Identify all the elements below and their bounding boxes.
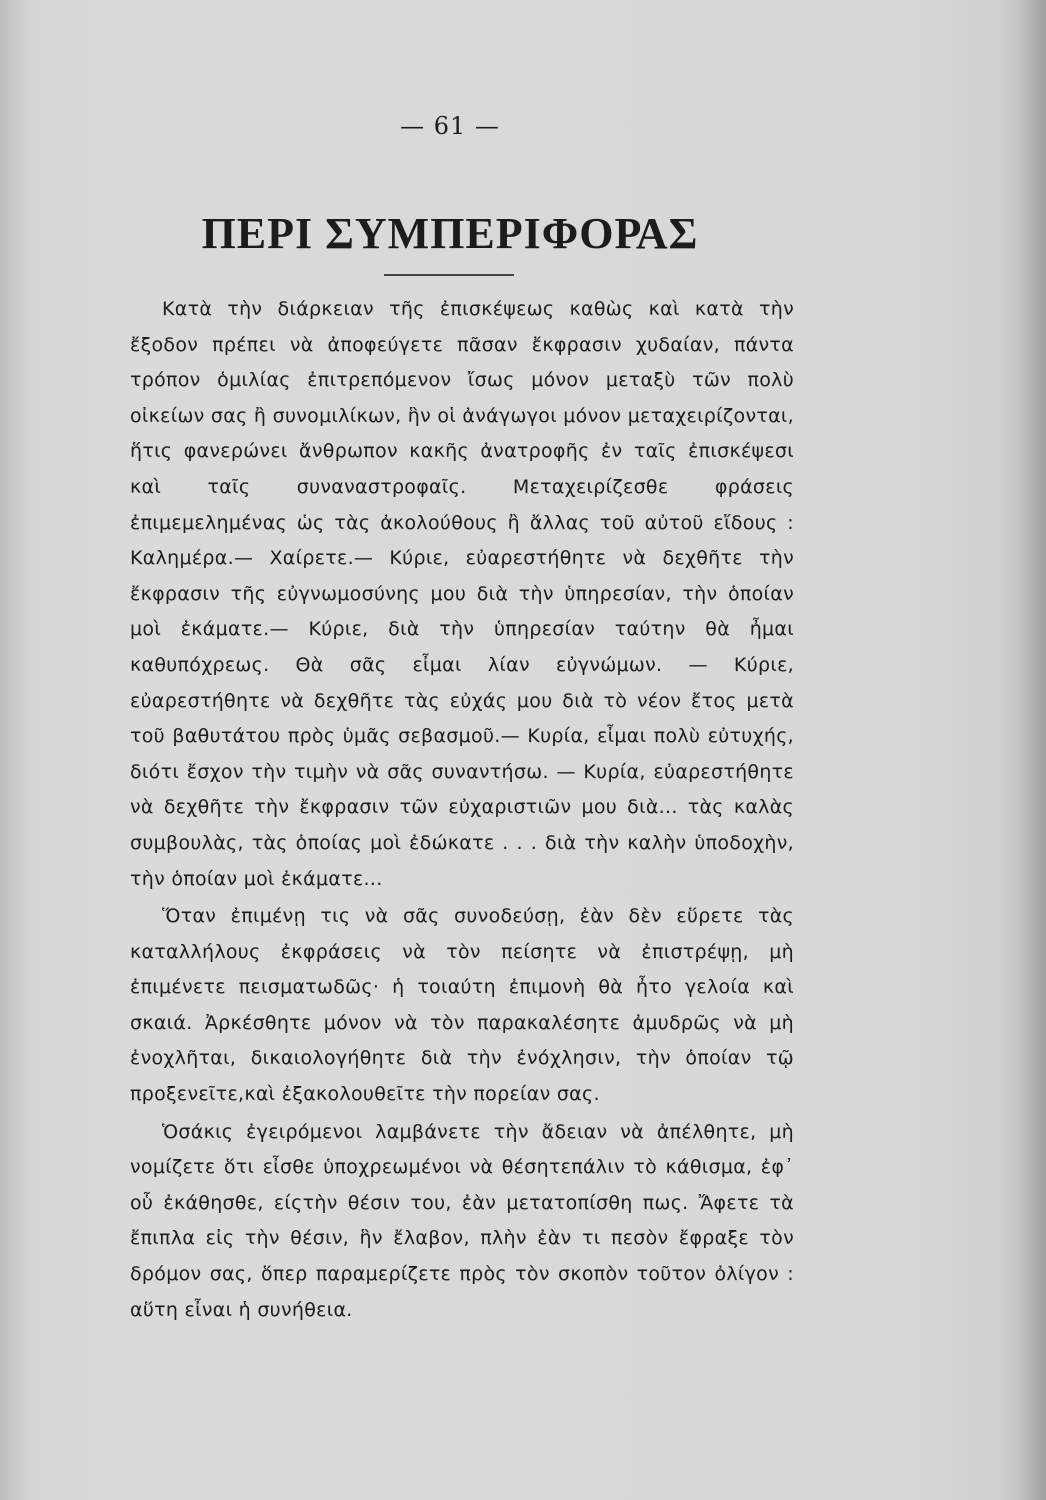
paragraph-1: Κατὰ τὴν διάρκειαν τῆς ἐπισκέψεως καθὼς καὶ κατὰ τὴν ἔξοδον πρέπει νὰ ἀποφεύγετε πᾶσαν ἔκφρασιν χυδαίαν, πάντα τρόπον ὁμιλίας ἐπιτρεπόμενον ἴσως μόνον μεταξὺ τῶν πολὺ οἰκείων σας ἢ συνομιλίκων, ἣν οἱ ἀνάγωγοι μόνον μεταχειρίζονται, ἥτις φανερώνει ἄνθρωπον κακῆς ἀνατροφῆς ἐν ταῖς ἐπισκέψεσι καὶ ταῖς συναναστροφαῖς. Μεταχειρίζεσθε φράσεις ἐπιμεμελημένας ὡς τὰς ἀκολούθους ἢ ἄλλας τοῦ αὐτοῦ εἴδους : Καλημέρα.— Χαίρετε.— Κύριε, εὐαρεστήθητε νὰ δεχθῆτε τὴν ἔκφρασιν τῆς εὐγνωμοσύνης μου διὰ τὴν ὑπηρεσίαν, τὴν ὁποίαν μοὶ ἐκάματε.— Κύριε, διὰ τὴν ὑπηρεσίαν ταύτην θὰ ἦμαι καθυπόχρεως. Θὰ σᾶς εἶμαι λίαν εὐγνώμων. — Κύριε, εὐαρεστήθητε νὰ δεχθῆτε τὰς εὐχάς μου διὰ τὸ νέον ἔτος μετὰ τοῦ βαθυτάτου πρὸς ὑμᾶς σεβασμοῦ.— Κυρία, εἶμαι πολὺ εὐτυχής, διότι ἔσχον τὴν τιμὴν νὰ σᾶς συναντήσω. — Κυρία, εὐαρεστήθητε νὰ δεχθῆτε τὴν ἔκφρασιν τῶν εὐχαριστιῶν μου διὰ... τὰς καλὰς συμβουλὰς, τὰς ὁποίας μοὶ ἐδώκατε . . . διὰ τὴν καλὴν ὑποδοχὴν, τὴν ὁποίαν μοὶ ἐκάματε... bbox=[130, 298, 794, 890]
paragraph-3: Ὁσάκις ἐγειρόμενοι λαμβάνετε τὴν ἄδειαν νὰ ἀπέλθητε, μὴ νομίζετε ὅτι εἶσθε ὑποχρεωμένοι νὰ θέσητεπάλιν τὸ κάθισμα, ἐφ᾽ οὗ ἐκάθησθε, είςτὴν θέσιν του, ἐὰν μετατοπίσθη πως. Ἄφετε τὰ ἔπιπλα εἰς τὴν θέσιν, ἣν ἔλαβον, πλὴν ἐὰν τι πεσὸν ἔφραξε τὸν δρόμον σας, ὅπερ παραμερίζετε πρὸς τὸν σκοπὸν τοῦτον ὀλίγον : αὕτη εἶναι ἡ συνήθεια. bbox=[130, 1120, 794, 1321]
paragraph-2: Ὅταν ἐπιμένῃ τις νὰ σᾶς συνοδεύσῃ, ἐὰν δὲν εὕρετε τὰς καταλλήλους ἐκφράσεις νὰ τὸν πείσητε νὰ ἐπιστρέψῃ, μὴ ἐπιμένετε πεισματωδῶς· ἡ τοιαύτη ἐπιμονὴ θὰ ἦτο γελοία καὶ σκαιά. Ἀρκέσθητε μόνον νὰ τὸν παρακαλέσητε ἀμυδρῶς νὰ μὴ ἐνοχλῆται, δικαιολογήθητε διὰ τὴν ἐνόχλησιν, τὴν ὁποίαν τῷ προξενεῖτε,καὶ ἐξακολουθεῖτε τὴν πορείαν σας. bbox=[130, 905, 794, 1106]
title-divider bbox=[384, 274, 514, 276]
chapter-title: ΠΕΡΙ ΣΥΜΠΕΡΙΦΟΡΑΣ bbox=[201, 209, 699, 258]
page-edge-shadow bbox=[1018, 0, 1046, 1500]
body-text bbox=[130, 292, 794, 1328]
page-number: — 61 — bbox=[400, 112, 500, 140]
